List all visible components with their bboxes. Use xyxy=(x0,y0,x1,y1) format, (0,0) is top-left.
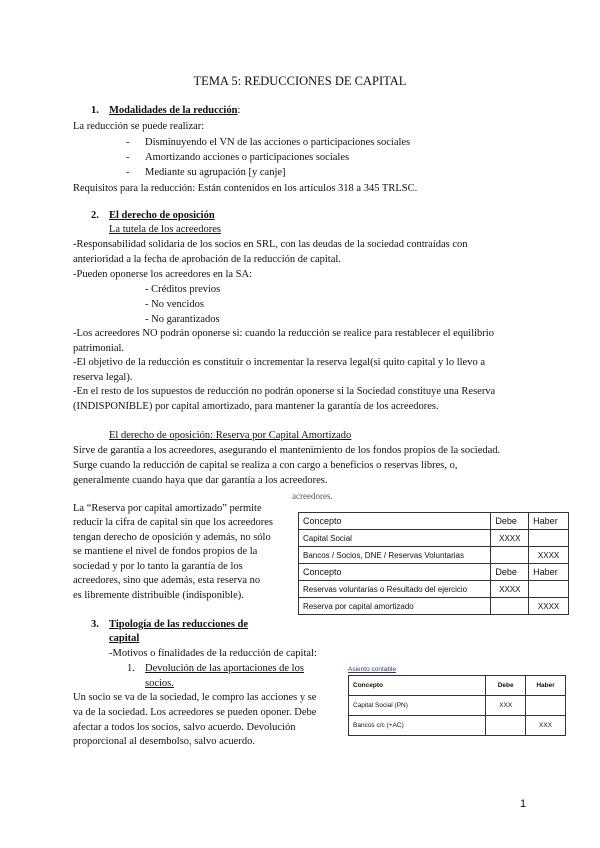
bullet-dash: - xyxy=(126,137,130,148)
section1-intro: La reducción se puede realizar: xyxy=(73,121,205,132)
section3-heading: Tipología de las reducciones de xyxy=(109,619,249,630)
left-paragraph-line: sociedad y por lo tanto la garantía de los xyxy=(73,561,243,572)
table-row xyxy=(299,530,569,547)
section3-heading-cont: capital xyxy=(109,633,140,644)
left-paragraph-line: acreedores, sino que además, esta reserva no xyxy=(73,575,261,586)
table-cell xyxy=(529,581,569,598)
section1-heading-colon: : xyxy=(237,105,241,116)
section1-heading xyxy=(109,103,240,118)
text-line: patrimonial. xyxy=(73,343,125,354)
table-header: Debe xyxy=(491,564,529,581)
bullet-dash: - xyxy=(126,152,130,163)
table-cell xyxy=(529,530,569,547)
section1-requirements: Requisitos para la reducción: Están contenidos en los artículos 318 a 345 TRLSC. xyxy=(73,183,418,194)
table-header: Concepto xyxy=(349,676,486,696)
cropped-caption: acreedores. xyxy=(292,491,333,501)
table-cell xyxy=(526,696,566,716)
table-row xyxy=(349,696,566,716)
text-line: -Responsabilidad solidaria de los socios en SRL, con las deudas de la sociedad contraídas con xyxy=(73,239,468,250)
table-row xyxy=(299,581,569,598)
table-cell: Capital Social (PN) xyxy=(349,696,486,716)
section3-motives: -Motivos o finalidades de la reducción de capital: xyxy=(109,648,317,659)
table-header-row xyxy=(349,676,566,696)
table-cell: XXX xyxy=(526,716,566,736)
page-title: TEMA 5: REDUCCIONES DE CAPITAL xyxy=(193,74,407,88)
reserve-heading: El derecho de oposición: Reserva por Capital Amortizado xyxy=(109,430,352,441)
creditor-item: - No vencidos xyxy=(145,299,204,310)
table-cell: XXXX xyxy=(491,530,529,547)
section2-number: 2. xyxy=(91,210,99,221)
section3-item-cont: socios. xyxy=(145,678,174,689)
bullet-item: Disminuyendo el VN de las acciones o participaciones sociales xyxy=(145,137,411,148)
text-line: Sirve de garantía a los acreedores, asegurando el mantenimiento de los fondos propios de la sociedad. xyxy=(73,445,501,456)
section3-paragraph-line: va de la sociedad. Los acreedores se pueden oponer. Debe xyxy=(73,707,317,718)
table-header: Concepto xyxy=(299,513,491,530)
table-cell xyxy=(491,598,529,615)
table-header: Haber xyxy=(526,676,566,696)
creditor-item: - No garantizados xyxy=(145,314,220,325)
table-row xyxy=(299,547,569,564)
text-line: -Los acreedores NO podrán oponerse si: cuando la reducción se realice para restablecer el equilibrio xyxy=(73,328,494,339)
section2-heading: El derecho de oposición xyxy=(109,210,215,221)
table-cell: Bancos / Socios, DNE / Reservas Voluntarias xyxy=(299,547,491,564)
left-paragraph-line: es libremente distribuible (indisponible). xyxy=(73,590,244,601)
bullet-item: Amortizando acciones o participaciones sociales xyxy=(145,152,350,163)
section3-number: 3. xyxy=(91,619,99,630)
table-header: Haber xyxy=(529,513,569,530)
page-number: 1 xyxy=(520,798,527,810)
text-line: (INDISPONIBLE) por capital amortizado, para mantener la garantía de los acreedores. xyxy=(73,401,439,412)
section3-item-number: 1. xyxy=(127,663,135,674)
accounting-table-reserve xyxy=(298,512,569,615)
table-cell xyxy=(486,716,526,736)
section3-paragraph-line: Un socio se va de la sociedad, le compro las acciones y se xyxy=(73,692,317,703)
table-header: Haber xyxy=(529,564,569,581)
table-cell: XXXX xyxy=(529,598,569,615)
bullet-item: Mediante su agrupación [y canje] xyxy=(145,167,286,178)
section3-paragraph-line: proporcional al desembolso, salvo acuerdo. xyxy=(73,736,255,747)
table-caption: Asiento contable xyxy=(348,666,397,673)
table-cell: XXX xyxy=(486,696,526,716)
text-line: -El objetivo de la reducción es constituir o incrementar la reserva legal(si quito capital y lo llevo a xyxy=(73,357,485,368)
table-cell xyxy=(491,547,529,564)
table-cell: Reservas voluntarias o Resultado del ejercicio xyxy=(299,581,491,598)
table-cell: Reserva por capital amortizado xyxy=(299,598,491,615)
table-header-row xyxy=(299,564,569,581)
table-header: Debe xyxy=(486,676,526,696)
text-line: Surge cuando la reducción de capital se realiza a con cargo a beneficios o reservas libres, o, xyxy=(73,460,458,471)
text-line: -Pueden oponerse los acreedores en la SA: xyxy=(73,269,253,280)
table-cell: XXXX xyxy=(491,581,529,598)
left-paragraph-line: La “Reserva por capital amortizado” permite xyxy=(73,503,262,514)
table-cell: Capital Social xyxy=(299,530,491,547)
table-row xyxy=(349,716,566,736)
bullet-dash: - xyxy=(126,167,130,178)
text-line: -En el resto de los supuestos de reducción no podrán oponerse si la Sociedad constituye una Reserva xyxy=(73,386,496,397)
table-row xyxy=(299,598,569,615)
left-paragraph-line: se mantiene el nivel de fondos propios de la xyxy=(73,546,258,557)
table-cell: Bancos c/c (+AC) xyxy=(349,716,486,736)
section3-paragraph-line: afectar a todos los socios, salvo acuerdo. Devolución xyxy=(73,722,296,733)
section1-number: 1. xyxy=(91,105,99,116)
left-paragraph-line: reducir la cifra de capital sin que los acreedores xyxy=(73,517,273,528)
text-line: reserva legal). xyxy=(73,372,133,383)
accounting-table-refund xyxy=(348,675,566,736)
text-line: generalmente cuando haya que dar garantía a los acreedores. xyxy=(73,475,328,486)
table-header: Debe xyxy=(491,513,529,530)
section2-subheading: La tutela de los acreedores xyxy=(109,224,221,235)
section3-item: Devolución de las aportaciones de los xyxy=(145,663,304,674)
creditor-item: - Créditos previos xyxy=(145,284,221,295)
table-header: Concepto xyxy=(299,564,491,581)
text-line: anterioridad a la fecha de aprobación de la reducción de capital. xyxy=(73,254,341,265)
table-cell: XXXX xyxy=(529,547,569,564)
left-paragraph-line: tengan derecho de oposición y además, no sólo xyxy=(73,532,271,543)
table-header-row xyxy=(299,513,569,530)
section1-heading-text: Modalidades de la reducción xyxy=(109,105,238,116)
